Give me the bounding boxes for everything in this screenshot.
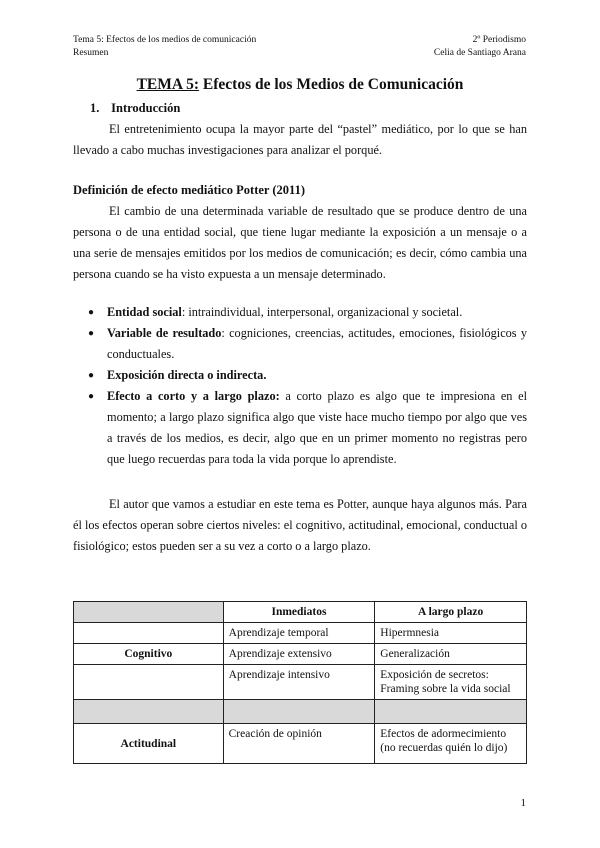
- table-cell-empty: [74, 623, 224, 644]
- table-row: [74, 724, 527, 764]
- bullet-icon: ●: [88, 391, 95, 402]
- table-cell: Generalización: [375, 644, 527, 665]
- header-author: Celia de Santiago Arana: [433, 48, 526, 58]
- section-title: Introducción: [111, 101, 181, 115]
- table-cell: Exposición de secretos: Framing sobre la vida social: [375, 665, 527, 700]
- list-item: [73, 386, 527, 470]
- bullet-text: : cogniciones, creencias, actitudes, emociones, fisiológicos y conductuales.: [107, 326, 527, 361]
- list-item: [73, 302, 527, 323]
- bullet-text: : intraindividual, interpersonal, organizacional y societal.: [181, 305, 463, 319]
- table-corner-cell: [74, 602, 224, 623]
- definition-heading: Definición de efecto mediático Potter (2011): [73, 183, 305, 197]
- table-cell-empty: [74, 665, 224, 700]
- table-separator-row: [74, 700, 527, 724]
- definition-paragraph: El cambio de una determinada variable de resultado que se produce dentro de una persona o de una entidad social, que tiene lugar mediante la exposición a un mensaje o a una serie de mensajes emitidos por los medios de comunicación; es decir, cómo cambia una persona cuando se ha visto expuesta a un mensaje determinado.: [73, 204, 527, 281]
- page-title: [0, 76, 600, 94]
- header-topic: Tema 5: Efectos de los medios de comunicación: [73, 35, 257, 45]
- title-text: Efectos de los Medios de Comunicación: [202, 76, 464, 93]
- header-inmediatos: Inmediatos: [223, 602, 375, 623]
- bullet-list: [73, 302, 527, 470]
- table-row: [74, 644, 527, 665]
- list-item: [73, 323, 527, 365]
- table-row: [74, 623, 527, 644]
- row-label-cognitivo: Cognitivo: [74, 644, 224, 665]
- table-cell: Aprendizaje extensivo: [223, 644, 375, 665]
- header-right: [434, 34, 526, 60]
- bullet-bold: Exposición directa o indirecta.: [107, 368, 267, 382]
- table-cell: Aprendizaje temporal: [223, 623, 375, 644]
- table-gray-cell: [74, 700, 224, 724]
- page-number: 1: [520, 797, 526, 809]
- table-gray-cell: [375, 700, 527, 724]
- table-row: [74, 665, 527, 700]
- table-header-row: [74, 602, 527, 623]
- title-prefix: TEMA 5:: [136, 76, 200, 93]
- intro-paragraph: El entretenimiento ocupa la mayor parte del “pastel” mediático, por lo que se han llevado a cabo muchas investigaciones para analizar el porqué.: [73, 122, 527, 157]
- table-cell: Creación de opinión: [223, 724, 375, 764]
- header-doc-type: Resumen: [73, 48, 109, 58]
- section-heading-introduccion: [90, 101, 180, 116]
- bullet-icon: ●: [88, 370, 95, 381]
- table-gray-cell: [223, 700, 375, 724]
- section-number: 1.: [90, 101, 100, 115]
- bullet-bold: Efecto a corto y a largo plazo:: [107, 389, 280, 403]
- bullet-icon: ●: [88, 328, 95, 339]
- bullet-bold: Variable de resultado: [107, 326, 222, 340]
- header-course: 2º Periodismo: [472, 35, 526, 45]
- closing-paragraph: El autor que vamos a estudiar en este tema es Potter, aunque haya algunos más. Para él los efectos operan sobre ciertos niveles: el cognitivo, actitudinal, emocional, conductual o fisiológico; estos pueden ser a su vez a corto o a largo plazo.: [73, 497, 527, 553]
- bullet-bold: Entidad social: [107, 305, 182, 319]
- table-cell: Efectos de adormecimiento (no recuerdas quién lo dijo): [375, 724, 527, 764]
- table-cell: Aprendizaje intensivo: [223, 665, 375, 700]
- effects-table: [73, 601, 527, 764]
- bullet-text: a corto plazo es algo que te impresiona en el momento; a largo plazo significa algo que viste hace mucho tiempo por algo que ves a través de los medios, es decir, algo que en un primer momento no registras pero que luego recuerdas para toda la vida porque lo aprendiste.: [107, 389, 527, 466]
- list-item: [73, 365, 527, 386]
- bullet-icon: ●: [88, 307, 95, 318]
- table-cell: Hipermnesia: [375, 623, 527, 644]
- header-left: [73, 34, 256, 60]
- header-largo-plazo: A largo plazo: [375, 602, 527, 623]
- row-label-actitudinal: Actitudinal: [74, 724, 224, 764]
